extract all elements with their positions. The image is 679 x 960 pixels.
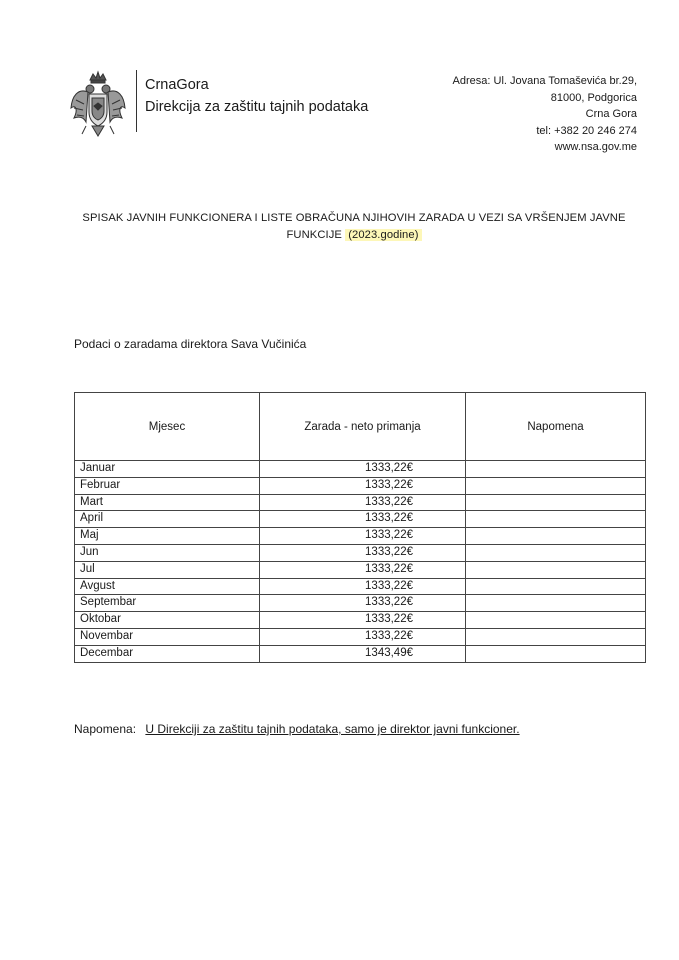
title-prefix: FUNKCIJE [286, 229, 342, 241]
month-cell: Jul [75, 561, 260, 578]
coat-of-arms-icon [68, 70, 128, 138]
note-cell [466, 628, 646, 645]
address-phone: tel: +382 20 246 274 [536, 124, 637, 137]
month-cell: Oktobar [75, 612, 260, 629]
note-cell [466, 544, 646, 561]
note-cell [466, 612, 646, 629]
amount-cell: 1333,22€ [259, 528, 465, 545]
note-cell [466, 578, 646, 595]
note-cell [466, 461, 646, 478]
document-title [70, 210, 638, 244]
header-amount: Zarada - neto primanja [259, 393, 465, 461]
note-cell [466, 511, 646, 528]
note-cell [466, 477, 646, 494]
month-cell: Jun [75, 544, 260, 561]
title-line-2 [70, 227, 638, 244]
month-cell: Novembar [75, 628, 260, 645]
amount-cell: 1333,22€ [259, 461, 465, 478]
address-country: Crna Gora [585, 108, 637, 120]
amount-cell: 1333,22€ [259, 628, 465, 645]
table-row [75, 645, 646, 662]
table-row [75, 612, 646, 629]
month-cell: Septembar [75, 595, 260, 612]
header-month: Mjesec [75, 393, 260, 461]
amount-cell: 1333,22€ [259, 561, 465, 578]
table-row [75, 578, 646, 595]
address-line: Adresa: Ul. Jovana Tomaševića br.29, [452, 75, 637, 87]
month-cell: April [75, 511, 260, 528]
table-row [75, 595, 646, 612]
table-row [75, 561, 646, 578]
title-year-highlight: (2023.godine) [345, 229, 421, 241]
header-divider [136, 70, 137, 132]
intro-text: Podaci o zaradama direktora Sava Vučinića [74, 337, 307, 351]
amount-cell: 1333,22€ [259, 595, 465, 612]
note-cell [466, 528, 646, 545]
title-line-1: SPISAK JAVNIH FUNKCIONERA I LISTE OBRAČUNA NJIHOVIH ZARADA U VEZI SA VRŠENJEM JAVNE [82, 212, 626, 224]
footnote-text: U Direkciji za zaštitu tajnih podataka, samo je direktor javni funkcioner. [145, 722, 520, 736]
note-cell [466, 645, 646, 662]
table-row [75, 511, 646, 528]
address-city: 81000, Podgorica [550, 91, 637, 104]
address-website: www.nsa.gov.me [554, 141, 637, 153]
footnote [74, 722, 520, 736]
table-row [75, 494, 646, 511]
table-row [75, 477, 646, 494]
note-cell [466, 494, 646, 511]
month-cell: Decembar [75, 645, 260, 662]
amount-cell: 1333,22€ [259, 477, 465, 494]
note-cell [466, 595, 646, 612]
header-note: Napomena [466, 393, 646, 461]
table-row [75, 461, 646, 478]
organization-block [145, 74, 368, 118]
note-cell [466, 561, 646, 578]
amount-cell: 1333,22€ [259, 494, 465, 511]
org-name: Direkcija za zaštitu tajnih podataka [145, 99, 369, 115]
amount-cell: 1333,22€ [259, 511, 465, 528]
address-block [453, 73, 637, 156]
table-header-row [75, 393, 646, 461]
footnote-label: Napomena: [74, 722, 137, 736]
table-row [75, 528, 646, 545]
amount-cell: 1333,22€ [259, 578, 465, 595]
month-cell: Januar [75, 461, 260, 478]
month-cell: Mart [75, 494, 260, 511]
table-row [75, 628, 646, 645]
month-cell: Avgust [75, 578, 260, 595]
salary-table [74, 392, 646, 663]
month-cell: Februar [75, 477, 260, 494]
month-cell: Maj [75, 528, 260, 545]
org-country: CrnaGora [145, 77, 209, 93]
table-row [75, 544, 646, 561]
amount-cell: 1333,22€ [259, 544, 465, 561]
amount-cell: 1343,49€ [259, 645, 465, 662]
amount-cell: 1333,22€ [259, 612, 465, 629]
